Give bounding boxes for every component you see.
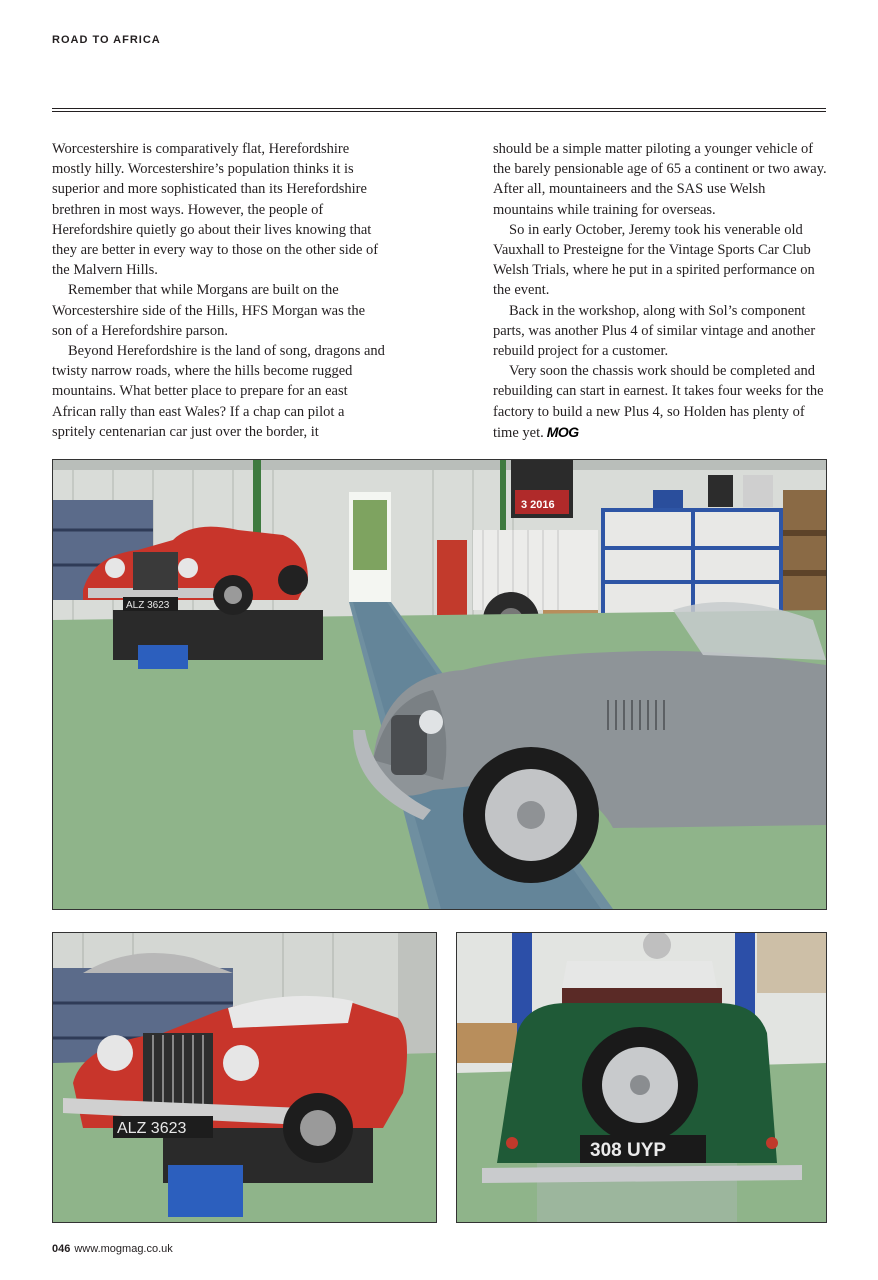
- paragraph-text: Very soon the chassis work should be completed and rebuilding can start in earnest. It takes four weeks for the factory to build a new Plus 4, so Holden has plenty of time yet.: [493, 363, 824, 441]
- paragraph: Remember that while Morgans are built on the Worcestershire side of the Hills, HFS Morgan was the son of a Herefordshire parson.: [52, 282, 366, 339]
- paragraph: So in early October, Jeremy took his venerable old Vauxhall to Presteigne for the Vintage Sports Car Club Welsh Trials, where he put in a spirited performance on the event.: [493, 221, 815, 299]
- article-column-left: [52, 139, 388, 442]
- red-car-photo: [52, 932, 437, 1223]
- paragraph: [493, 361, 829, 443]
- mog-end-mark-logo: MOG: [546, 423, 579, 440]
- header-rule-secondary: [52, 111, 826, 112]
- article-column-right: [493, 139, 829, 443]
- page-footer: [52, 1243, 173, 1255]
- header-rule: [52, 108, 826, 109]
- green-car-photo: [456, 932, 827, 1223]
- poster-text: 3 2016: [521, 499, 555, 511]
- paragraph: should be a simple matter piloting a younger vehicle of the barely pensionable age of 65 a continent or two away. After all, mountaineers and the SAS use Welsh mountains while training for overseas.: [493, 141, 827, 218]
- section-label: ROAD TO AFRICA: [52, 34, 161, 46]
- red-car-front-number-plate: ALZ 3623: [117, 1120, 187, 1137]
- paragraph: Back in the workshop, along with Sol’s component parts, was another Plus 4 of similar vintage and another rebuild project for a customer.: [493, 302, 816, 360]
- page-number: 046: [52, 1243, 71, 1255]
- workshop-photo-main: [52, 459, 827, 910]
- red-car-number-plate: ALZ 3623: [126, 600, 170, 611]
- green-car-number-plate: 308 UYP: [590, 1140, 667, 1161]
- paragraph: Beyond Herefordshire is the land of song, dragons and twisty narrow roads, where the hills become rugged mountains. What better place to prepare for an east African rally than east Wales? If a chap can pilot a spritely centenarian car just over the border, it: [52, 343, 385, 440]
- website-link[interactable]: www.mogmag.co.uk: [74, 1243, 173, 1255]
- paragraph: Worcestershire is comparatively flat, Herefordshire mostly hilly. Worcestershire’s population thinks it is superior and more sophisticated than its Herefordshire brethren in most ways. However, the people of Herefordshire quietly go about their lives knowing that they are better in every way to those on the other side of the Malvern Hills.: [52, 141, 379, 279]
